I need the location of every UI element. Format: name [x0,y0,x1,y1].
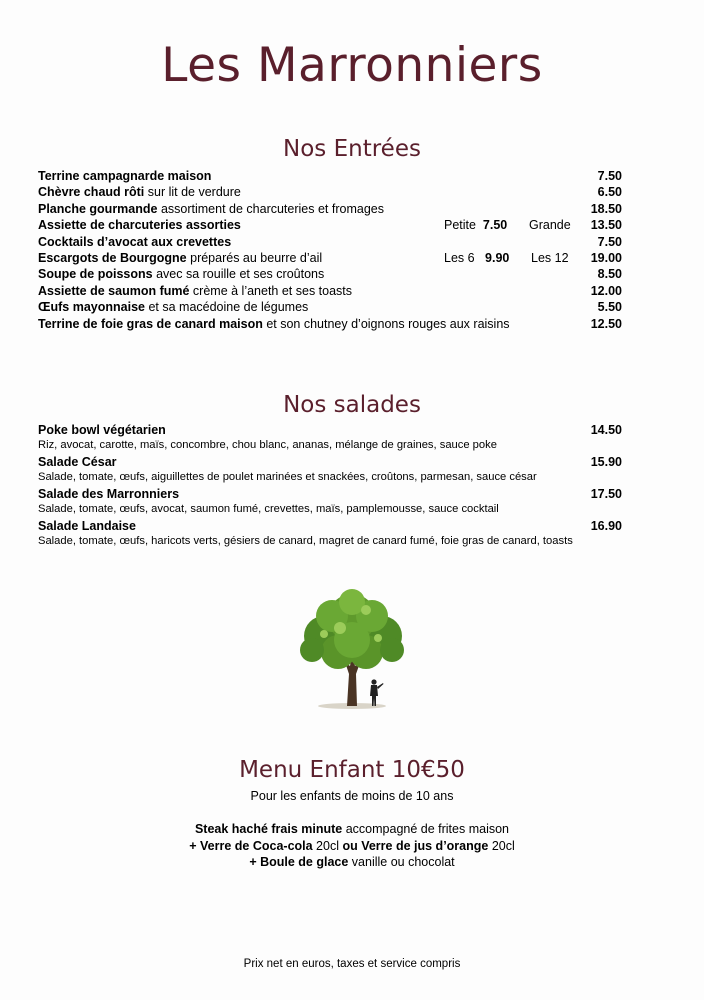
item-desc: assortiment de charcuteries et fromages [157,201,384,216]
footer-note: Prix net en euros, taxes et service compris [243,958,461,970]
salad-price: 16.90 [590,519,622,533]
kids-dessert-desc: vanille ou chocolat [348,855,455,869]
item-price: 13.50 [590,218,622,233]
entree-row [38,168,622,184]
item-desc: et son chutney d’oignons rouges aux raisins [262,316,510,331]
item-price: 8.50 [597,267,622,282]
item-desc: avec sa rouille et ses croûtons [152,267,325,282]
item-name: Chèvre chaud rôti [38,185,145,200]
item-price: 7.50 [597,234,622,249]
salad-price: 14.50 [590,423,622,437]
item-price: 7.50 [597,169,622,183]
entree-row [38,266,622,282]
kids-menu-line [0,821,704,838]
option-large-label: Grande [529,218,571,233]
item-name: Terrine campagnarde maison [38,169,212,183]
restaurant-title: Les Marronniers [161,38,543,93]
option-small [444,217,507,233]
kids-drink-1: + Verre de Coca-cola [189,838,313,853]
salad-description: Salade, tomate, œufs, aiguillettes de poulet marinées et snackées, croûtons, parmesan, sauce césar [38,471,537,483]
kids-menu-subtitle: Pour les enfants de moins de 10 ans [250,789,454,803]
salad-description: Riz, avocat, carotte, maïs, concombre, chou blanc, ananas, mélange de graines, sauce poke [38,439,497,451]
item-price: 12.50 [590,316,622,331]
item-name: Soupe de poissons [38,267,153,282]
item-desc: et sa macédoine de légumes [144,300,309,315]
item-name: Escargots de Bourgogne [38,250,187,265]
item-price: 18.50 [590,201,622,216]
salad-price: 15.90 [590,455,622,469]
option-large-label: Les 12 [531,250,569,265]
salad-row [38,518,622,534]
entree-row [38,299,622,315]
salad-price: 17.50 [590,487,622,501]
entree-row [38,283,622,299]
item-name: Assiette de charcuteries assorties [38,218,241,233]
entree-row [38,184,622,200]
item-price: 6.50 [597,185,622,200]
item-desc: crème à l’aneth et ses toasts [189,283,353,298]
kids-menu-line [0,854,704,871]
item-name: Terrine de foie gras de canard maison [38,316,263,331]
salad-name: Salade César [38,455,117,469]
option-small-price: 7.50 [482,218,508,233]
kids-main-dish-desc: accompagné de frites maison [342,822,510,836]
entree-row [38,250,622,266]
option-small-label: Petite [444,218,476,233]
salades-list [38,422,622,550]
entree-row [38,234,622,250]
item-name: Cocktails d’avocat aux crevettes [38,234,232,249]
tree-illustration [290,588,414,712]
kids-drink-2: ou Verre de jus d’orange [342,838,489,853]
kids-menu-title: Menu Enfant 10€50 [239,757,465,783]
item-desc: sur lit de verdure [144,185,241,200]
item-name: Œufs mayonnaise [38,300,145,315]
kids-main-dish: Steak haché frais minute [194,822,343,836]
kids-menu-items [0,821,704,871]
item-price: 12.00 [590,283,622,298]
item-desc: préparés au beurre d’ail [186,250,323,265]
section-title-salades: Nos salades [283,392,421,418]
item-price: 5.50 [597,300,622,315]
salad-name: Salade des Marronniers [38,487,180,501]
entrees-list [38,168,622,332]
salad-row [38,454,622,470]
entree-row [38,217,622,233]
salad-description: Salade, tomate, œufs, haricots verts, gésiers de canard, magret de canard fumé, foie gras de canard, toasts [38,535,573,547]
option-small [444,250,509,266]
item-name: Assiette de saumon fumé [38,283,190,298]
salad-row [38,486,622,502]
salad-name: Poke bowl végétarien [38,423,166,437]
salad-name: Salade Landaise [38,519,136,533]
item-price: 19.00 [590,250,622,265]
kids-drink-1-size: 20cl [312,838,343,853]
entree-row [38,316,622,332]
kids-dessert: + Boule de glace [249,855,349,869]
option-small-label: Les 6 [444,250,475,265]
salad-row [38,422,622,438]
kids-drink-2-size: 20cl [488,838,515,853]
item-name: Planche gourmande [38,201,158,216]
salad-description: Salade, tomate, œufs, avocat, saumon fumé, crevettes, maïs, pamplemousse, sauce cocktail [38,503,499,515]
kids-menu-line [0,838,704,855]
option-small-price: 9.90 [485,250,510,265]
section-title-entrees: Nos Entrées [283,136,421,162]
entree-row [38,201,622,217]
